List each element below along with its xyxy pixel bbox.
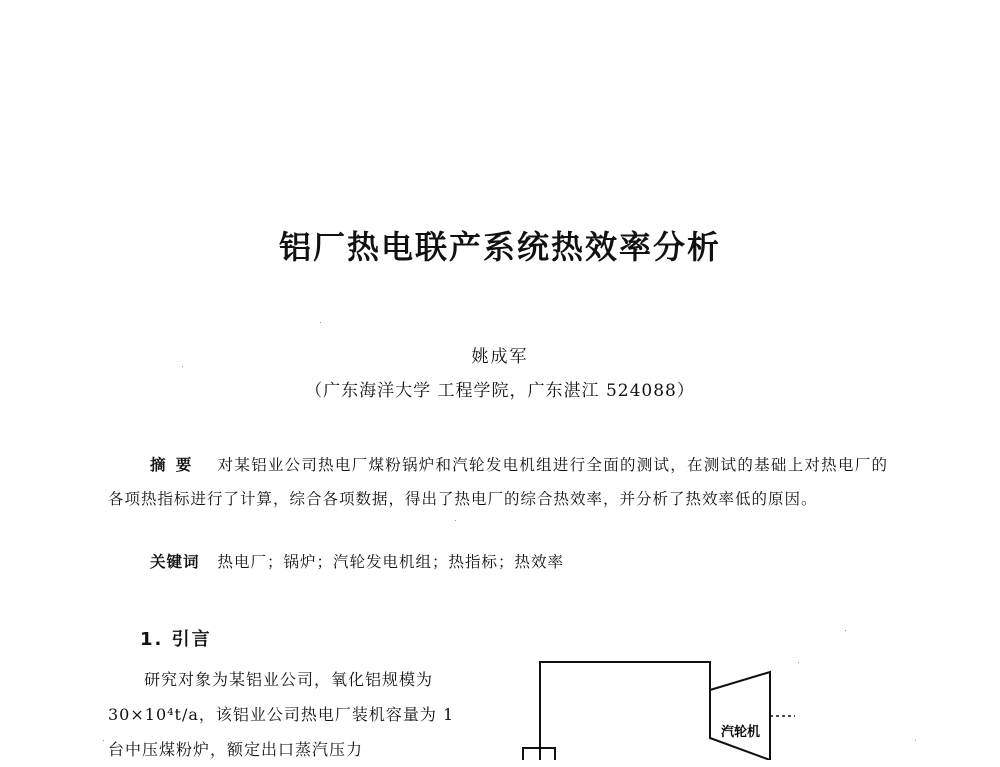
paper-title: 铝厂热电联产系统热效率分析 — [278, 228, 721, 266]
scan-speck — [915, 740, 916, 741]
scan-speck — [103, 740, 104, 741]
scan-speck — [455, 520, 456, 521]
scan-speck — [798, 662, 799, 663]
keywords — [150, 550, 890, 572]
section-body — [108, 662, 473, 767]
author-name: 姚成军 — [471, 347, 529, 367]
steam-pipe — [540, 662, 710, 760]
author-affiliation: （广东海洋大学 工程学院，广东湛江 524088） — [305, 381, 695, 401]
abstract-text: 对某铝业公司热电厂煤粉锅炉和汽轮发电机组进行全面的测试，在测试的基础上对热电厂的各项热指标进行了计算，综合各项数据，得出了热电厂的综合热效率，并分析了热效率低的原因。 — [108, 456, 888, 508]
turbine-label: 汽轮机 — [721, 725, 761, 740]
keywords-label: 关键词 — [150, 553, 200, 571]
turbine-shape — [710, 672, 770, 760]
abstract-label: 摘要 — [150, 456, 202, 474]
keywords-text: 热电厂；锅炉；汽轮发电机组；热指标；热效率 — [217, 553, 565, 571]
abstract — [108, 448, 888, 516]
scan-speck — [182, 366, 183, 367]
section-body-text: 研究对象为某铝业公司，氧化铝规模为 30×10⁴t/a，该铝业公司热电厂装机容量为 1 台中压煤粉炉，额定出口蒸汽压力 — [108, 670, 455, 759]
section-heading: 1. 引言 — [140, 629, 212, 650]
system-diagram — [515, 650, 815, 760]
scan-speck — [320, 322, 321, 323]
scan-speck — [845, 630, 846, 631]
